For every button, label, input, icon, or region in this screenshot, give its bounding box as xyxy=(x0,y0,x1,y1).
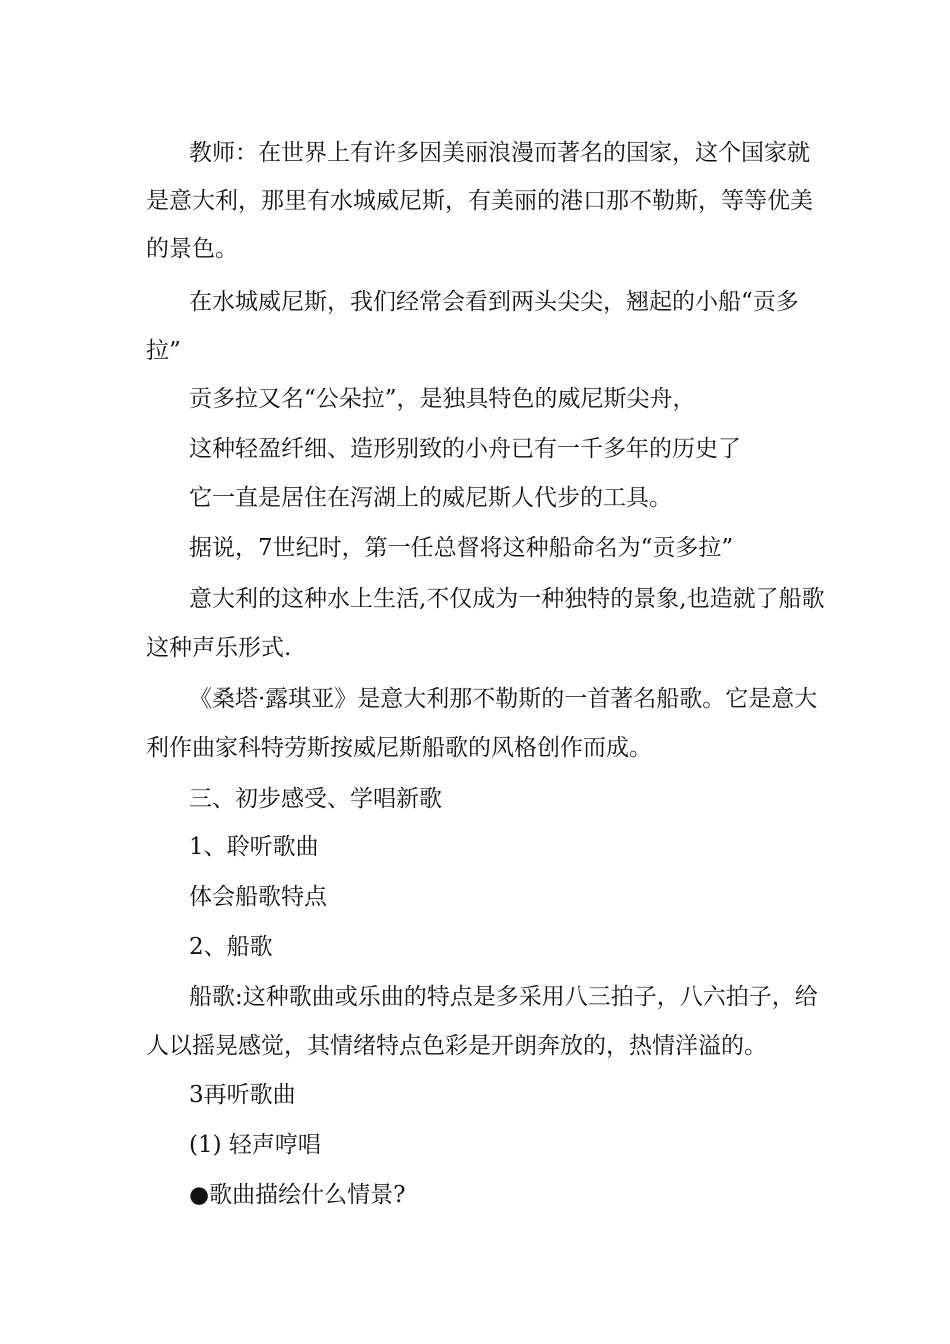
paragraph-line: 《桑塔·露琪亚》是意大利那不勒斯的一首著名船歌。它是意大 xyxy=(189,686,818,712)
paragraph-line: 意大利的这种水上生活,不仅成为一种独特的景象,也造就了船歌 xyxy=(189,586,825,612)
paragraph-line: 据说，7世纪时，第一任总督将这种船命名为“贡多拉” xyxy=(189,535,734,561)
paragraph-line: 利作曲家科特劳斯按威尼斯船歌的风格创作而成。 xyxy=(146,735,652,761)
list-item: 2、船歌 xyxy=(189,934,273,960)
paragraph-line: 在水城威尼斯，我们经常会看到两头尖尖，翘起的小船“贡多 xyxy=(189,289,799,315)
section-heading: 三、初步感受、学唱新歌 xyxy=(189,786,442,812)
paragraph-line: 贡多拉又名“公朵拉”，是独具特色的威尼斯尖舟， xyxy=(189,386,696,412)
paragraph-line: 的景色。 xyxy=(146,236,238,262)
paragraph-line: 它一直是居住在泻湖上的威尼斯人代步的工具。 xyxy=(189,485,672,511)
list-item: (1) 轻声哼唱 xyxy=(189,1132,321,1158)
list-item: 3再听歌曲 xyxy=(189,1082,296,1108)
paragraph-line: 教师：在世界上有许多因美丽浪漫而著名的国家，这个国家就 xyxy=(189,140,810,166)
list-item: 1、聆听歌曲 xyxy=(189,834,319,860)
paragraph-line: 是意大利，那里有水城威尼斯，有美丽的港口那不勒斯，等等优美 xyxy=(146,188,813,214)
bullet-item: ●歌曲描绘什么情景? xyxy=(189,1182,406,1208)
paragraph-line: 人以摇晃感觉，其情绪特点色彩是开朗奔放的，热情洋溢的。 xyxy=(146,1033,767,1059)
paragraph-line: 船歌:这种歌曲或乐曲的特点是多采用八三拍子，八六拍子，给 xyxy=(189,984,818,1010)
paragraph-line: 这种轻盈纤细、造形别致的小舟已有一千多年的历史了 xyxy=(189,436,741,462)
paragraph-line: 体会船歌特点 xyxy=(189,884,327,910)
paragraph-line: 这种声乐形式. xyxy=(146,635,292,661)
paragraph-line: 拉” xyxy=(146,338,181,364)
